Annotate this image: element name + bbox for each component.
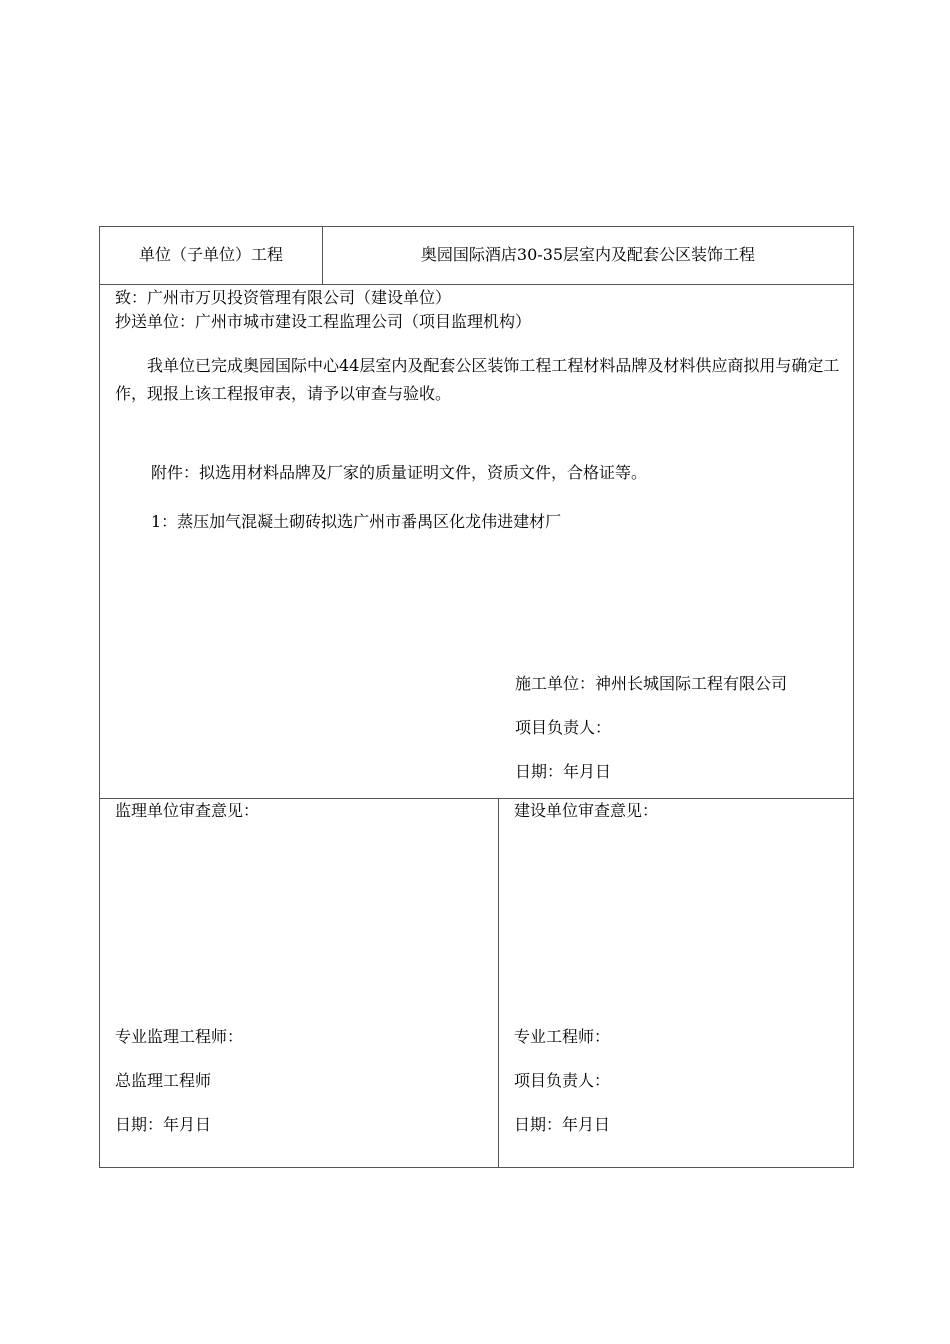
attachment-line: 附件：拟选用材料品牌及厂家的质量证明文件，资质文件，合格证等。 (151, 463, 648, 482)
owner-project-manager: 项目负责人： (514, 1071, 611, 1090)
owner-review-title: 建设单位审查意见： (514, 801, 659, 820)
cc-line: 抄送单位：广州市城市建设工程监理公司（项目监理机构） (115, 312, 532, 331)
supervision-review-title: 监理单位审查意见： (115, 801, 260, 820)
body-bottom-rule (100, 798, 853, 799)
owner-engineer: 专业工程师： (514, 1027, 611, 1046)
review-divider (498, 798, 499, 1168)
contractor-unit: 施工单位：神州长城国际工程有限公司 (515, 674, 788, 693)
chief-supervision-engineer: 总监理工程师 (115, 1071, 212, 1090)
attachment-item-1: 1：蒸压加气混凝土砌砖拟选广州市番禺区化龙伟进建材厂 (151, 512, 562, 531)
header-bottom-rule (100, 284, 853, 285)
supervision-date: 日期：年月日 (115, 1115, 212, 1134)
contractor-date: 日期：年月日 (515, 762, 612, 781)
submission-paragraph: 我单位已完成奥园国际中心44层室内及配套公区装饰工程工程材料品牌及材料供应商拟用与确定工作，现报上该工程报审表，请予以审查与验收。 (115, 356, 840, 403)
submission-form-table (99, 226, 854, 1168)
contractor-project-manager: 项目负责人： (515, 718, 612, 737)
project-label: 单位（子单位）工程 (138, 245, 283, 264)
owner-date: 日期：年月日 (514, 1115, 611, 1134)
recipient-line: 致：广州市万贝投资管理有限公司（建设单位） (115, 288, 452, 307)
supervision-engineer: 专业监理工程师： (115, 1027, 244, 1046)
project-name: 奥园国际酒店30-35层室内及配套公区装饰工程 (420, 245, 756, 264)
